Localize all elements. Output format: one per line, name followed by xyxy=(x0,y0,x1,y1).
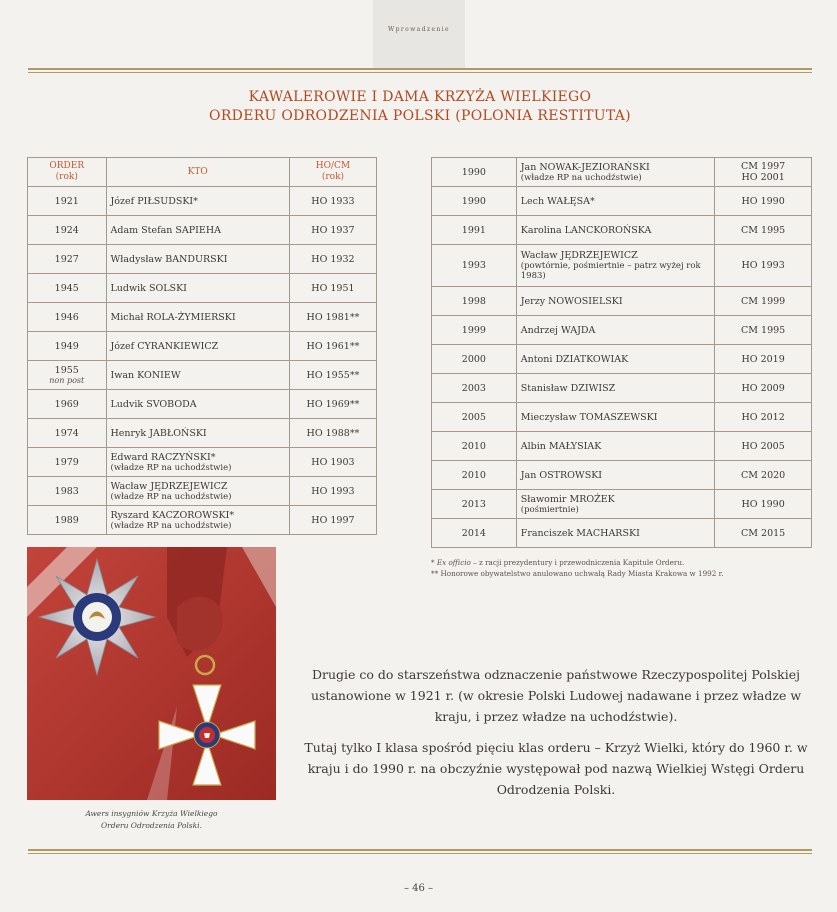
table-row xyxy=(28,274,377,303)
top-rule xyxy=(28,68,812,70)
table-row xyxy=(432,490,812,519)
cell-who: Wacław JĘDRZEJEWICZ (władze RP na uchodźstwie) xyxy=(106,477,289,506)
cell-year: 1949 xyxy=(28,332,107,361)
table-row xyxy=(432,403,812,432)
cell-year: 2010 xyxy=(432,461,517,490)
section-label: Wprowadzenie xyxy=(388,26,450,33)
table-row xyxy=(28,245,377,274)
table-row xyxy=(28,477,377,506)
footnote-2: ** Honorowe obywatelstwo anulowano uchwałą Rady Miasta Krakowa w 1992 r. xyxy=(431,569,724,578)
cell-who: Iwan KONIEW xyxy=(106,361,289,390)
table-row xyxy=(432,316,812,345)
left-table xyxy=(27,157,377,535)
star-insignia xyxy=(39,559,155,675)
cell-year: 1924 xyxy=(28,216,107,245)
cell-year: 1998 xyxy=(432,287,517,316)
page-title-line1: KAWALEROWIE I DAMA KRZYŻA WIELKIEGO xyxy=(248,89,592,105)
cell-who: Jan OSTROWSKI xyxy=(516,461,715,490)
page-title-line2: ORDERU ODRODZENIA POLSKI (POLONIA RESTITUTA) xyxy=(209,108,631,124)
table-row xyxy=(28,216,377,245)
table-row xyxy=(28,419,377,448)
cell-who: Franciszek MACHARSKI xyxy=(516,519,715,548)
cell-year: 2013 xyxy=(432,490,517,519)
table-row xyxy=(28,448,377,477)
cell-award: HO 1993 xyxy=(289,477,376,506)
header-kto: KTO xyxy=(106,158,289,187)
cell-award: HO 2012 xyxy=(715,403,812,432)
body-paragraph-1: Drugie co do starszeństwa odznaczenie państwowe Rzeczypospolitej Polskiej ustanowione w 1921 r. (w okresie Polski Ludowej nadawane i przez władze w kraju, i przez władze na uchodźstwie). xyxy=(310,667,802,724)
cell-year: 1990 xyxy=(432,187,517,216)
cell-award: HO 1997 xyxy=(289,506,376,535)
cell-award: CM 2015 xyxy=(715,519,812,548)
table-row xyxy=(432,245,812,287)
cell-who: Józef CYRANKIEWICZ xyxy=(106,332,289,361)
cell-award: HO 1955** xyxy=(289,361,376,390)
table-row xyxy=(432,461,812,490)
cell-year: 1921 xyxy=(28,187,107,216)
table-row xyxy=(432,374,812,403)
cell-who: Ryszard KACZOROWSKI* (władze RP na uchodźstwie) xyxy=(106,506,289,535)
cell-award: HO 1969** xyxy=(289,390,376,419)
cell-year: 1991 xyxy=(432,216,517,245)
cell-award: HO 1988** xyxy=(289,419,376,448)
cell-award: HO 1951 xyxy=(289,274,376,303)
cell-who: Michał ROLA-ŻYMIERSKI xyxy=(106,303,289,332)
right-table xyxy=(431,157,812,548)
order-insignia-photo xyxy=(27,547,276,800)
cell-year: 1979 xyxy=(28,448,107,477)
header-hocm: HO/CM (rok) xyxy=(289,158,376,187)
cell-year: 1945 xyxy=(28,274,107,303)
cell-award: HO 2009 xyxy=(715,374,812,403)
cell-award: HO 1961** xyxy=(289,332,376,361)
left-table-body xyxy=(28,187,377,535)
cell-who: Karolina LANCKOROŃSKA xyxy=(516,216,715,245)
cell-award: CM 2020 xyxy=(715,461,812,490)
section-tab xyxy=(373,0,465,68)
table-row xyxy=(28,361,377,390)
cell-who: Stanisław DZIWISZ xyxy=(516,374,715,403)
cell-award: HO 1993 xyxy=(715,245,812,287)
cell-award: HO 1981** xyxy=(289,303,376,332)
cell-who: Mieczysław TOMASZEWSKI xyxy=(516,403,715,432)
cell-who: Albin MAŁYSIAK xyxy=(516,432,715,461)
cell-year: 2014 xyxy=(432,519,517,548)
table-row xyxy=(432,187,812,216)
cell-award: HO 1903 xyxy=(289,448,376,477)
photo-caption: Awers insygniów Krzyża Wielkiego Orderu Odrodzenia Polski. xyxy=(85,809,218,830)
table-row xyxy=(432,287,812,316)
table-row xyxy=(28,390,377,419)
cell-award: CM 1997 HO 2001 xyxy=(715,158,812,187)
cell-year: 1999 xyxy=(432,316,517,345)
insignia-illustration xyxy=(27,547,276,800)
bottom-rule xyxy=(28,849,812,851)
cell-year: 1990 xyxy=(432,158,517,187)
cell-who: Henryk JABŁOŃSKI xyxy=(106,419,289,448)
cell-award: HO 2005 xyxy=(715,432,812,461)
table-row xyxy=(432,432,812,461)
cell-who: Ludvik SVOBODA xyxy=(106,390,289,419)
footnote-1: * Ex officio – z racji prezydentury i przewodniczenia Kapitule Orderu. xyxy=(431,558,685,567)
cell-year: 1993 xyxy=(432,245,517,287)
table-row xyxy=(28,303,377,332)
cell-year: 1927 xyxy=(28,245,107,274)
cell-year: 2000 xyxy=(432,345,517,374)
table-row xyxy=(28,506,377,535)
cell-award: CM 1995 xyxy=(715,216,812,245)
cell-who: Władysław BANDURSKI xyxy=(106,245,289,274)
cell-who: Sławomir MROŻEK (pośmiertnie) xyxy=(516,490,715,519)
cell-year: 2005 xyxy=(432,403,517,432)
table-row xyxy=(28,332,377,361)
cell-award: HO 1937 xyxy=(289,216,376,245)
cell-who: Lech WAŁĘSA* xyxy=(516,187,715,216)
table-row xyxy=(432,345,812,374)
cell-who: Andrzej WAJDA xyxy=(516,316,715,345)
cell-who: Józef PIŁSUDSKI* xyxy=(106,187,289,216)
body-paragraph-2: Tutaj tylko I klasa spośród pięciu klas orderu – Krzyż Wielki, który do 1960 r. w kraju i do 1990 r. na obczyźnie występował pod nazwą Wielkiej Wstęgi Orderu Odrodzenia Polski. xyxy=(304,740,808,797)
top-rule-thin xyxy=(28,72,812,73)
cell-year: 1989 xyxy=(28,506,107,535)
cell-year: 1946 xyxy=(28,303,107,332)
footnotes xyxy=(431,557,812,579)
table-row xyxy=(432,519,812,548)
cell-award: HO 1933 xyxy=(289,187,376,216)
cell-award: HO 1932 xyxy=(289,245,376,274)
cell-year: 2003 xyxy=(432,374,517,403)
cell-who: Wacław JĘDRZEJEWICZ (powtórnie, pośmiertnie – patrz wyżej rok 1983) xyxy=(516,245,715,287)
cell-who: Edward RACZYŃSKI* (władze RP na uchodźstwie) xyxy=(106,448,289,477)
table-row xyxy=(432,216,812,245)
cell-who: Jerzy NOWOSIELSKI xyxy=(516,287,715,316)
bottom-rule-thin xyxy=(28,853,812,854)
table-row xyxy=(28,187,377,216)
page-number: – 46 – xyxy=(403,883,434,894)
cell-year: 1969 xyxy=(28,390,107,419)
cell-award: HO 1990 xyxy=(715,490,812,519)
cell-year: 1974 xyxy=(28,419,107,448)
header-order: ORDER (rok) xyxy=(28,158,107,187)
cell-year: 2010 xyxy=(432,432,517,461)
cell-who: Jan NOWAK-JEZIORAŃSKI (władze RP na uchodźstwie) xyxy=(516,158,715,187)
cell-who: Antoni DZIATKOWIAK xyxy=(516,345,715,374)
cell-who: Ludwik SOLSKI xyxy=(106,274,289,303)
cell-award: CM 1995 xyxy=(715,316,812,345)
cell-year: 1955 non post xyxy=(28,361,107,390)
right-table-body xyxy=(432,158,812,548)
cell-award: CM 1999 xyxy=(715,287,812,316)
cell-year: 1983 xyxy=(28,477,107,506)
cell-who: Adam Stefan SAPIEHA xyxy=(106,216,289,245)
cell-award: HO 1990 xyxy=(715,187,812,216)
cell-award: HO 2019 xyxy=(715,345,812,374)
table-row xyxy=(432,158,812,187)
